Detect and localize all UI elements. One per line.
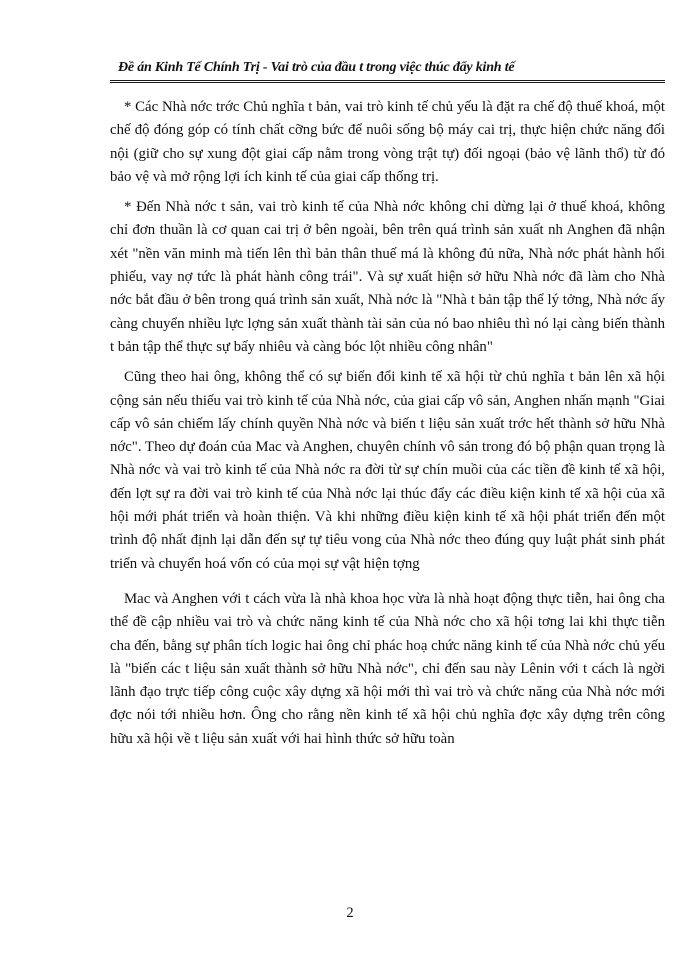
paragraph-bourgeois-state: * Đến Nhà nớc t sản, vai trò kinh tế của Nhà nớc không chỉ dừng lại ở thuế khoá, không chỉ đơn thuần là cơ quan cai trị ở bên ngoài, bên trên quá trình sản xuất nh Anghen đã nhận xét "nền văn minh mà tiến lên thì bản thân thuế má là không đủ nữa, Nhà nớc phát hành hối phiếu, vay nợ tức là phát hành công trái". Và sự xuất hiện sở hữu Nhà nớc đã làm cho Nhà nớc bắt đầu ở bên trong quá trình sản xuất, Nhà nớc là "Nhà t bản tập thể lý tởng, Nhà nớc ấy càng chuyển nhiều lực lợng sản xuất thành tài sản của nó bao nhiêu thì nó lại càng biến thành t bản tập thể thực sự bấy nhiêu và càng bóc lột nhiều công nhân" — [110, 199, 665, 355]
document-body — [110, 96, 665, 751]
page-number: 2 — [346, 905, 354, 921]
page-header — [110, 54, 665, 83]
header-title: Đề án Kinh Tế Chính Trị - Vai trò của đầu t trong việc thúc đẩy kinh tế — [118, 60, 515, 75]
paragraph-marx-engels-lenin: Mac và Anghen với t cách vừa là nhà khoa học vừa là nhà hoạt động thực tiễn, hai ông cha thể đề cập nhiều vai trò và chức năng kinh tế của Nhà nớc cho xã hội tơng lai khi thực tiễn cha đến, bằng sự phân tích logic hai ông chỉ phác hoạ chức năng kinh tế của Nhà nớc chủ yếu là "biến các t liệu sản xuất thành sở hữu Nhà nớc", chỉ đến sau này Lênin với t cách là ngời lãnh đạo trực tiếp công cuộc xây dựng xã hội mới thì vai trò và chức năng của Nhà nớc mới đợc nói tới nhiều hơn. Ông cho rằng nền kinh tế xã hội chủ nghĩa đợc xây dựng trên công hữu xã hội về t liệu sản xuất với hai hình thức sở hữu toàn — [110, 590, 665, 747]
paragraph-proletarian-transition: Cũng theo hai ông, không thể có sự biến đổi kinh tế xã hội từ chủ nghĩa t bản lên xã hội cộng sản nếu thiếu vai trò kinh tế của Nhà nớc, của giai cấp vô sản, Anghen nhấn mạnh "Giai cấp vô sản chiếm lấy chính quyền Nhà nớc và biến t liệu sản xuất trớc hết thành sở hữu Nhà nớc". Theo dự đoán của Mac và Anghen, chuyên chính vô sản trong đó bộ phận quan trọng là Nhà nớc và vai trò kinh tế của Nhà nớc ra đời từ sự chín muồi của các tiền đề kinh tế xã hội, đến lợt sự ra đời vai trò kinh tế của Nhà nớc lại thúc đẩy các điều kiện kinh tế xã hội của xã hội mới phát triển và hoàn thiện. Và khi những điều kiện kinh tế xã hội phát triển đến một trình độ nhất định lại dẫn đến sự tự tiêu vong của Nhà nớc theo đúng quy luật phát sinh phát triển và chuyển hoá vốn có của mọi sự vật hiện tợng — [110, 369, 665, 572]
paragraph-pre-capitalist-state: * Các Nhà nớc trớc Chủ nghĩa t bản, vai trò kinh tế chủ yếu là đặt ra chế độ thuế khoá, một chế độ đóng góp có tính chất cỡng bức để nuôi sống bộ máy cai trị, thực hiện chức năng đối nội (giữ cho sự xung đột giai cấp nằm trong vòng trật tự) đối ngoại (bảo vệ lãnh thổ) từ đó bảo vệ và mở rộng lợi ích kinh tế của giai cấp thống trị. — [110, 99, 665, 185]
